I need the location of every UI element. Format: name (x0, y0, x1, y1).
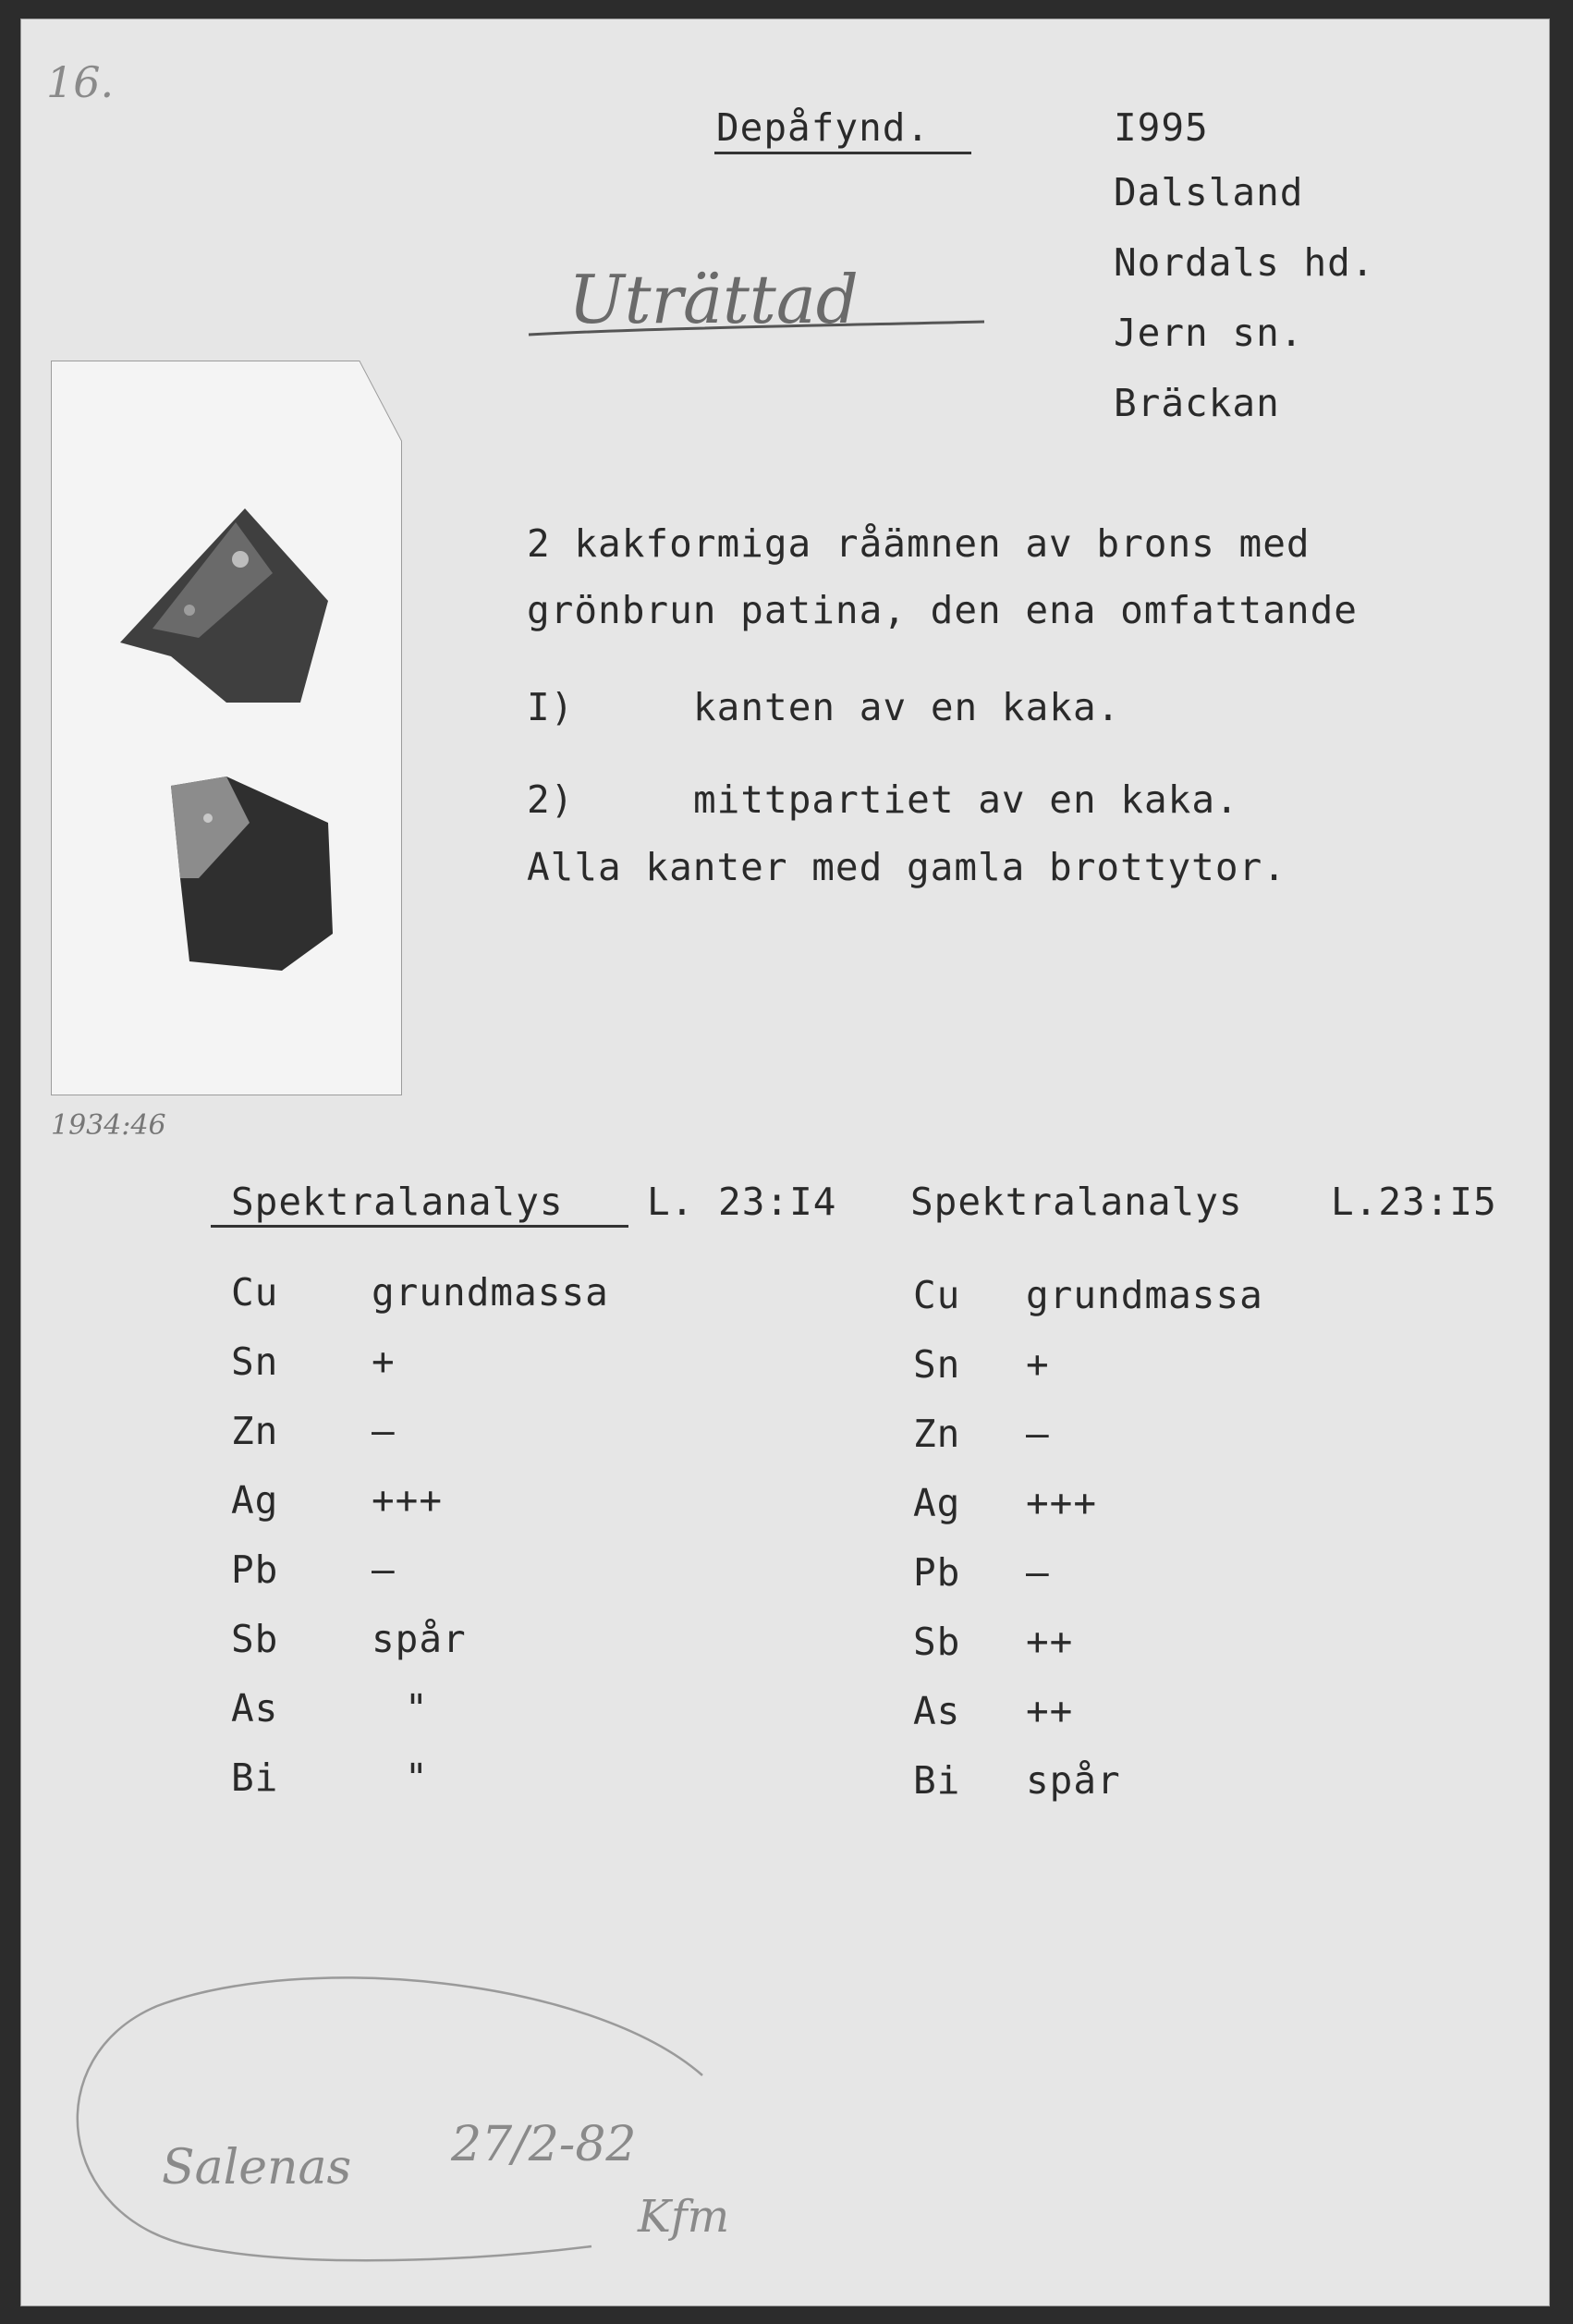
location-site: Bräckan (1114, 381, 1280, 425)
right-element-value: +++ (1026, 1481, 1098, 1525)
struck-word: Uträttad (568, 261, 859, 338)
right-element-symbol: Pb (913, 1550, 961, 1595)
right-element-value: + (1026, 1342, 1050, 1387)
left-element-value: spår (372, 1617, 467, 1661)
analysis-right-ref: L.23:I5 (1331, 1180, 1497, 1224)
bronze-fragments-image (51, 361, 402, 1095)
description-line-1: 2 kakformiga råämnen av brons med (527, 521, 1311, 566)
right-element-value: grundmassa (1026, 1273, 1263, 1317)
right-element-symbol: Sn (913, 1342, 961, 1387)
right-element-value: — (1026, 1412, 1050, 1456)
analysis-right-heading: Spektralanalys (910, 1180, 1243, 1224)
analysis-left-heading: Spektralanalys (231, 1180, 564, 1224)
description-line-2: grönbrun patina, den ena omfattande (527, 588, 1358, 632)
left-element-symbol: Sb (231, 1617, 279, 1661)
right-element-value: ++ (1026, 1689, 1074, 1733)
right-element-symbol: As (913, 1689, 961, 1733)
right-element-symbol: Sb (913, 1620, 961, 1664)
item-1-number: I) (527, 685, 575, 729)
item-2-number: 2) (527, 777, 575, 822)
right-element-symbol: Bi (913, 1758, 961, 1803)
left-element-symbol: Pb (231, 1547, 279, 1592)
left-element-symbol: Sn (231, 1339, 279, 1384)
annotation-date: 27/2-82 (451, 2117, 637, 2172)
artifact-photo (51, 361, 402, 1095)
analysis-left-ref: L. 23:I4 (647, 1180, 837, 1224)
right-element-value: spår (1026, 1758, 1121, 1803)
left-element-value: grundmassa (372, 1270, 609, 1315)
item-1-text: kanten av en kaka. (693, 685, 1121, 729)
left-element-symbol: Zn (231, 1409, 279, 1453)
left-element-value: +++ (372, 1478, 444, 1523)
left-element-value: " (405, 1755, 429, 1800)
right-element-symbol: Ag (913, 1481, 961, 1525)
annotation-initials: Kfm (638, 2191, 730, 2243)
left-element-symbol: Cu (231, 1270, 279, 1315)
location-parish: Jern sn. (1114, 311, 1304, 355)
left-element-symbol: Bi (231, 1755, 279, 1800)
left-element-value: — (372, 1547, 396, 1592)
left-element-value: — (372, 1409, 396, 1453)
inventory-number: 1934:46 (51, 1109, 166, 1142)
location-district: Nordals hd. (1114, 240, 1375, 285)
right-element-value: ++ (1026, 1620, 1074, 1664)
right-element-symbol: Zn (913, 1412, 961, 1456)
left-element-symbol: As (231, 1686, 279, 1731)
annotation-name: Salenas (162, 2140, 352, 2196)
page-number: 16. (46, 57, 115, 107)
right-element-symbol: Cu (913, 1273, 961, 1317)
location-province: Dalsland (1114, 170, 1304, 214)
left-element-value: + (372, 1339, 396, 1384)
right-element-value: — (1026, 1550, 1050, 1595)
location-year: I995 (1114, 105, 1209, 150)
left-element-symbol: Ag (231, 1478, 279, 1523)
description-last-line: Alla kanter med gamla brottytor. (527, 845, 1286, 889)
left-element-value: " (405, 1686, 429, 1731)
analysis-left-underline (211, 1225, 628, 1228)
title-underline (714, 152, 971, 154)
item-2-text: mittpartiet av en kaka. (693, 777, 1239, 822)
card-title: Depåfynd. (716, 105, 931, 150)
